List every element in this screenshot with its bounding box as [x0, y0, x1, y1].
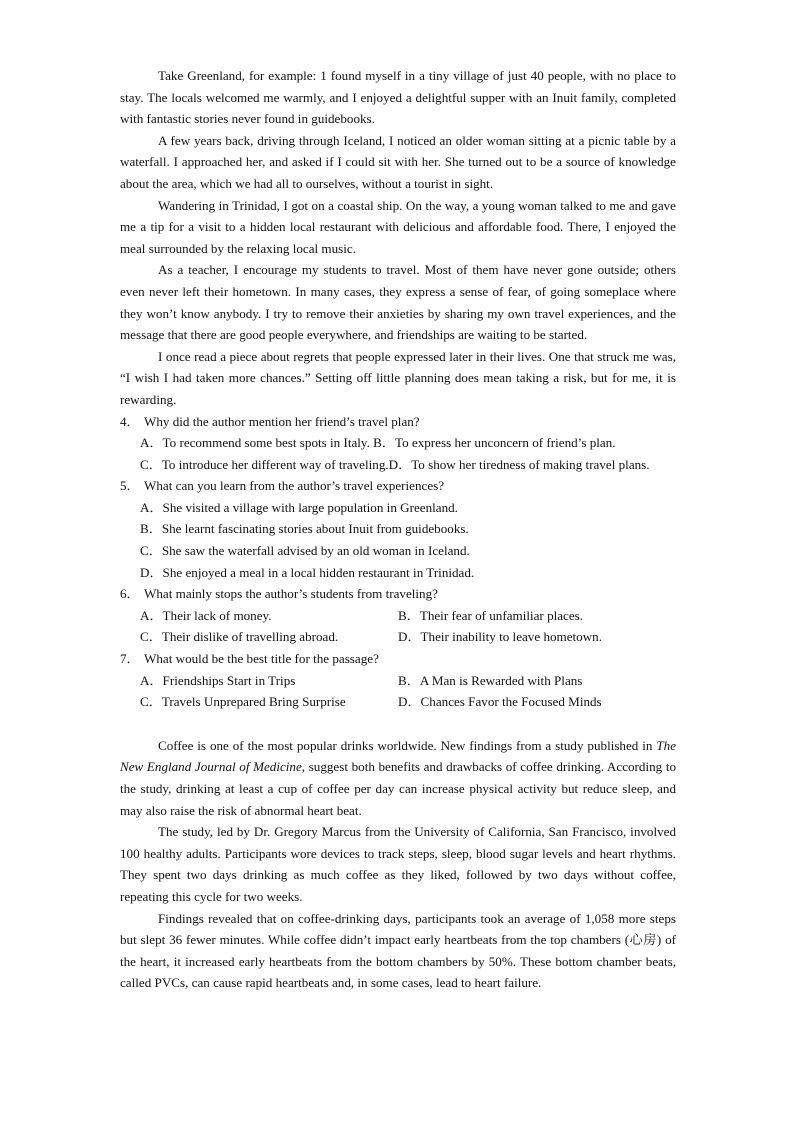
passage2-paragraph-3: Findings revealed that on coffee-drinking days, participants took an average of 1,058 more steps but slept 36 fewer minutes. While coffee didn’t impact early heartbeats from the top chambers (心房) of the heart, it increased early heartbeats from the bottom chambers by 50%. These bottom chamber beats, called PVCs, can cause rapid heartbeats and, in some cases, lead to heart failure. — [120, 910, 676, 991]
document-page — [120, 65, 676, 994]
question-6-options — [120, 605, 676, 648]
option-b: B．A Man is Rewarded with Plans — [398, 672, 583, 688]
option-d: D．Chances Favor the Focused Minds — [398, 694, 602, 710]
section-spacer — [120, 713, 676, 735]
question-number: 7． — [120, 651, 140, 667]
passage1-paragraph-2: A few years back, driving through Iceland, I noticed an older woman sitting at a picnic table by a waterfall. I approached her, and asked if I could sit with her. She turned out to be a source of knowledge about the area, which we had all to ourselves, without a tourist in sight. — [120, 132, 676, 191]
question-7-options — [120, 670, 676, 713]
question-text: Why did the author mention her friend’s travel plan? — [144, 413, 420, 429]
question-4-options — [120, 432, 676, 475]
option-b: B．To express her unconcern of friend’s plan. — [373, 435, 616, 451]
option-a: A．Their lack of money. — [140, 607, 272, 623]
option-b: B．She learnt fascinating stories about Inuit from guidebooks. — [140, 521, 469, 537]
passage2-p1-rest: , suggest both benefits and drawbacks of coffee drinking. According to the study, drinking at least a cup of coffee per day can increase physical activity but reduce sleep, and may also raise the risk of abnormal heart beat. — [120, 759, 676, 818]
passage2-p1-start: Coffee is one of the most popular drinks worldwide. New findings from a study published in — [158, 737, 653, 753]
passage1-paragraph-5: I once read a piece about regrets that people expressed later in their lives. One that struck me was, “I wish I had taken more chances.” Setting off little planning does mean taking a risk, but for me, it is rewarding. — [120, 348, 676, 407]
option-d: D．To show her tiredness of making travel plans. — [388, 456, 650, 472]
passage2-paragraph-1 — [120, 735, 676, 821]
option-a: A．She visited a village with large population in Greenland. — [140, 499, 458, 515]
question-number: 5． — [120, 478, 140, 494]
question-number: 4． — [120, 413, 140, 429]
option-c: C．Their dislike of travelling abroad. — [140, 629, 339, 645]
question-text: What can you learn from the author’s travel experiences? — [144, 478, 445, 494]
question-4 — [120, 411, 676, 476]
option-a: A．Friendships Start in Trips — [140, 672, 296, 688]
question-5-options — [120, 497, 676, 583]
question-number: 6． — [120, 586, 140, 602]
question-text: What mainly stops the author’s students from traveling? — [144, 586, 438, 602]
option-d: D．Their inability to leave hometown. — [398, 629, 602, 645]
question-text: What would be the best title for the passage? — [144, 651, 379, 667]
passage1-paragraph-3: Wandering in Trinidad, I got on a coastal ship. On the way, a young woman talked to me and gave me a tip for a visit to a hidden local restaurant with delicious and affordable food. There, I enjoyed the meal surrounded by the relaxing local music. — [120, 197, 676, 256]
option-c: C．Travels Unprepared Bring Surprise — [140, 694, 346, 710]
option-c: C．To introduce her different way of traveling. — [140, 456, 389, 472]
option-b: B．Their fear of unfamiliar places. — [398, 607, 584, 623]
question-5 — [120, 475, 676, 583]
question-7 — [120, 648, 676, 713]
passage1-paragraph-1: Take Greenland, for example: 1 found myself in a tiny village of just 40 people, with no place to stay. The locals welcomed me warmly, and I enjoyed a delightful supper with an Inuit family, completed with fantastic stories never found in guidebooks. — [120, 68, 676, 127]
journal-title: The New England Journal of Medicine — [120, 737, 676, 775]
passage1-paragraph-4: As a teacher, I encourage my students to travel. Most of them have never gone outside; others even never left their hometown. In many cases, they express a sense of fear, of going someplace where they won’t know anybody. I try to remove their anxieties by sharing my own travel experiences, and the message that there are good people everywhere, and friendships are waiting to be started. — [120, 262, 676, 343]
option-d: D．She enjoyed a meal in a local hidden restaurant in Trinidad. — [140, 564, 475, 580]
option-a: A．To recommend some best spots in Italy. — [140, 435, 370, 451]
question-6 — [120, 583, 676, 648]
option-c: C．She saw the waterfall advised by an old woman in Iceland. — [140, 543, 470, 559]
passage2-paragraph-2: The study, led by Dr. Gregory Marcus from the University of California, San Francisco, involved 100 healthy adults. Participants wore devices to track steps, sleep, blood sugar levels and heart rhythms. They spent two days drinking as much coffee as they liked, followed by two days without coffee, repeating this cycle for two weeks. — [120, 824, 676, 904]
